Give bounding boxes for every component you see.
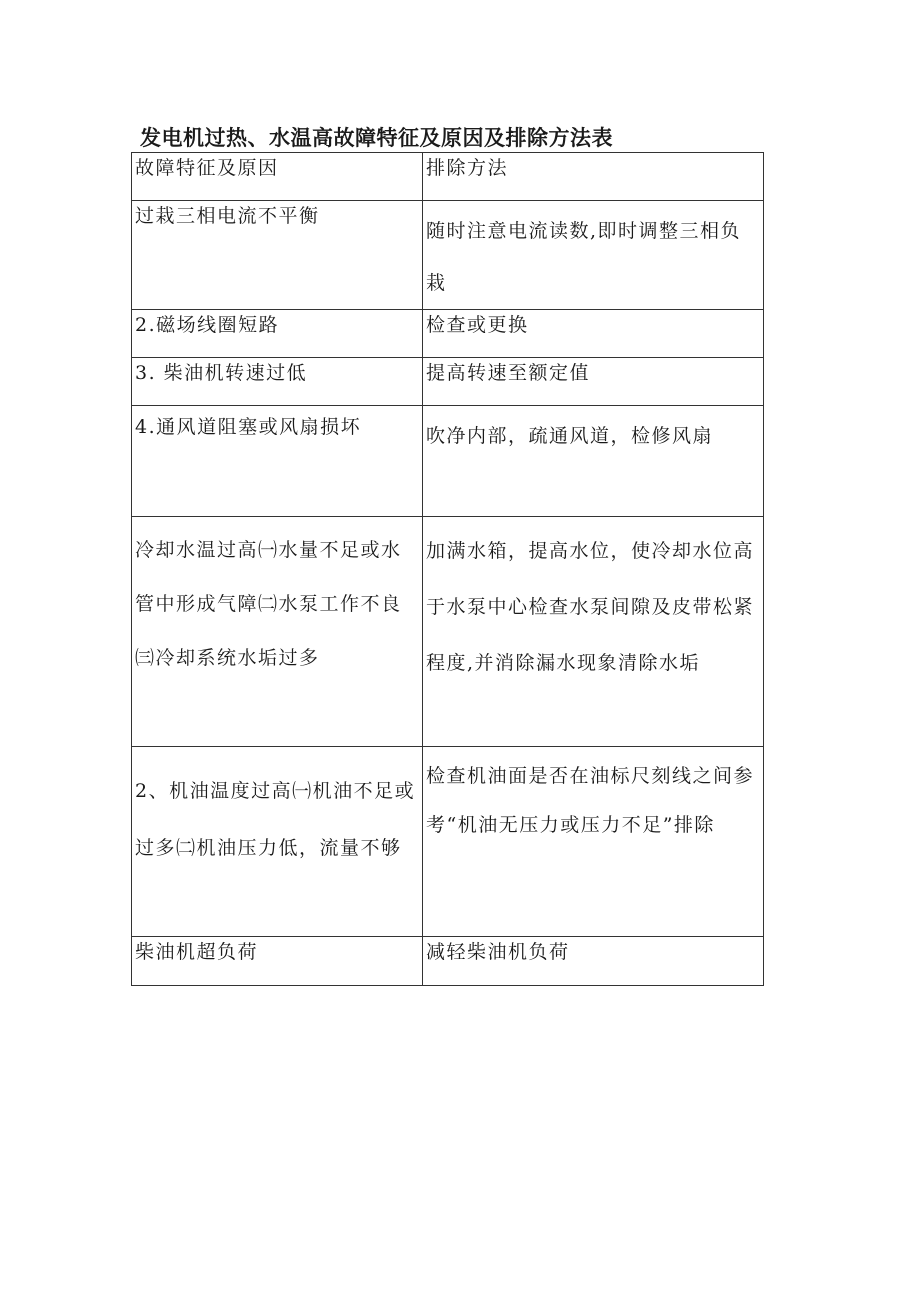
cause-cell — [132, 406, 423, 517]
table-row — [132, 358, 764, 406]
cause-text: 过栽三相电流不平衡 — [135, 205, 320, 227]
header-cause — [132, 153, 423, 201]
fix-text: 加满水箱，提高水位，使冷却水位高于水泵中心检查水泵间隙及皮带松紧程度,并消除漏水现象清除水垢 — [426, 540, 755, 674]
fix-cell — [423, 358, 764, 406]
header-fix — [423, 153, 764, 201]
fix-cell — [423, 517, 764, 747]
document-title: 发电机过热、水温高故障特征及原因及排除方法表 — [140, 125, 613, 150]
table-header-row — [132, 153, 764, 201]
fix-cell — [423, 310, 764, 358]
fix-text: 减轻柴油机负荷 — [426, 941, 570, 963]
fix-cell — [423, 201, 764, 310]
table-row — [132, 747, 764, 937]
cause-text: 2、机油温度过高㈠机油不足或过多㈡机油压力低，流量不够 — [135, 780, 416, 859]
cause-cell — [132, 937, 423, 986]
fault-table — [131, 152, 764, 986]
cause-cell — [132, 201, 423, 310]
fix-text: 检查机油面是否在油标尺刻线之间参考“机油无压力或压力不足”排除 — [426, 765, 755, 836]
header-cause-label: 故障特征及原因 — [135, 157, 279, 179]
fix-cell — [423, 406, 764, 517]
header-fix-label: 排除方法 — [426, 157, 509, 179]
cause-cell — [132, 747, 423, 937]
fix-text: 检查或更换 — [426, 314, 529, 336]
table-row — [132, 937, 764, 986]
cause-text: 冷却水温过高㈠水量不足或水管中形成气障㈡水泵工作不良㈢冷却系统水垢过多 — [135, 539, 402, 669]
table-row — [132, 201, 764, 310]
fix-cell — [423, 937, 764, 986]
fix-text: 随时注意电流读数,即时调整三相负栽 — [426, 220, 742, 294]
cause-text: 3. 柴油机转速过低 — [135, 362, 308, 384]
fix-text: 提高转速至额定值 — [426, 362, 591, 384]
table-row — [132, 310, 764, 358]
fix-cell — [423, 747, 764, 937]
fix-text: 吹净内部，疏通风道，检修风扇 — [426, 425, 714, 447]
cause-cell — [132, 517, 423, 747]
cause-text: 柴油机超负荷 — [135, 941, 259, 963]
cause-text: 4.通风道阻塞或风扇损坏 — [135, 416, 362, 438]
cause-cell — [132, 310, 423, 358]
table-row — [132, 406, 764, 517]
table-row — [132, 517, 764, 747]
cause-text: 2.磁场线圈短路 — [135, 314, 280, 336]
cause-cell — [132, 358, 423, 406]
